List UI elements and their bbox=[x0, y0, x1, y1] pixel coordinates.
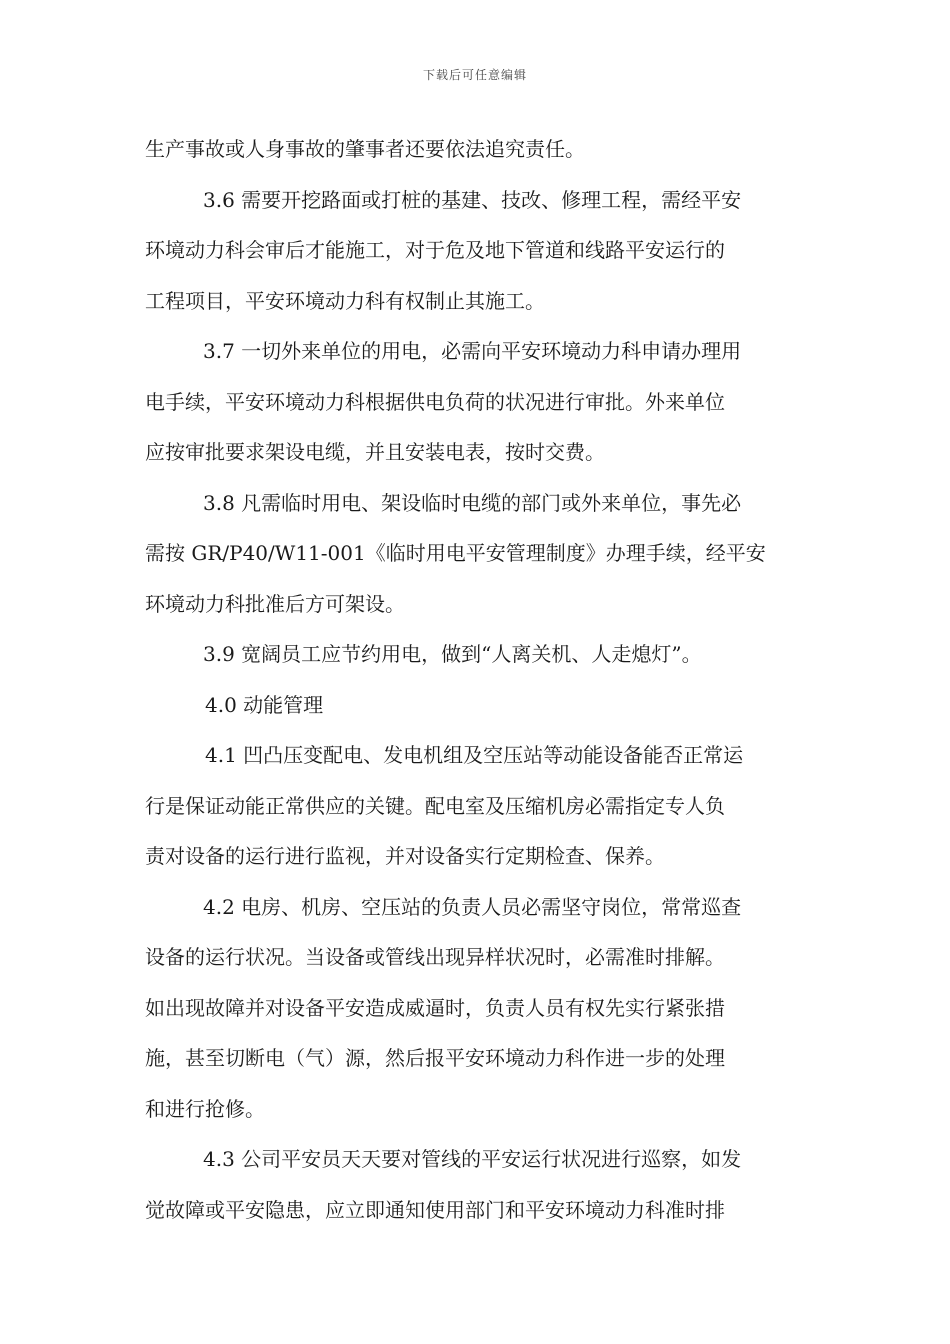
paragraph-line: 需按 GR/P40/W11-001《临时用电平安管理制度》办理手续，经平安 bbox=[145, 541, 766, 565]
paragraph-line: 3.7 一切外来单位的用电，必需向平安环境动力科申请办理用 bbox=[203, 339, 742, 363]
paragraph-line: 工程项目，平安环境动力科有权制止其施工。 bbox=[145, 288, 545, 313]
body-text bbox=[145, 124, 807, 1235]
paragraph-line: 施，甚至切断电（气）源，然后报平安环境动力科作进一步的处理 bbox=[145, 1046, 725, 1070]
paragraph-line: 环境动力科会审后才能施工，对于危及地下管道和线路平安运行的 bbox=[145, 238, 725, 262]
header-note: 下载后可任意编辑 bbox=[422, 68, 527, 82]
paragraph-line: 应按审批要求架设电缆，并且安装电表，按时交费。 bbox=[145, 440, 605, 464]
paragraph-line: 生产事故或人身事故的肇事者还要依法追究责任。 bbox=[145, 137, 585, 161]
paragraph-line: 责对设备的运行进行监视，并对设备实行定期检查、保养。 bbox=[145, 844, 665, 868]
paragraph-line: 3.9 宽阔员工应节约用电，做到“人离关机、人走熄灯”。 bbox=[203, 642, 702, 666]
paragraph-line: 觉故障或平安隐患，应立即通知使用部门和平安环境动力科准时排 bbox=[145, 1197, 725, 1222]
section-heading: 4.0 动能管理 bbox=[205, 692, 324, 717]
paragraph-line: 如出现故障并对设备平安造成威逼时，负责人员有权先实行紧张措 bbox=[145, 995, 725, 1020]
paragraph-line: 行是保证动能正常供应的关键。配电室及压缩机房必需指定专人负 bbox=[145, 793, 725, 818]
paragraph-line: 设备的运行状况。当设备或管线出现异样状况时，必需准时排解。 bbox=[145, 945, 725, 969]
paragraph-line: 3.8 凡需临时用电、架设临时电缆的部门或外来单位，事先必 bbox=[203, 490, 742, 515]
paragraph-line: 3.6 需要开挖路面或打桩的基建、技改、修理工程，需经平安 bbox=[203, 187, 742, 212]
paragraph-line: 环境动力科批准后方可架设。 bbox=[145, 591, 405, 616]
paragraph-line: 4.2 电房、机房、空压站的负责人员必需坚守岗位，常常巡查 bbox=[203, 894, 742, 919]
paragraph-line: 4.3 公司平安员天天要对管线的平安运行状况进行巡察，如发 bbox=[203, 1147, 742, 1171]
paragraph-line: 电手续，平安环境动力科根据供电负荷的状况进行审批。外来单位 bbox=[145, 389, 725, 414]
paragraph-line: 4.1 凹凸压变配电、发电机组及空压站等动能设备能否正常运 bbox=[205, 743, 744, 767]
paragraph-line: 和进行抢修。 bbox=[145, 1096, 265, 1121]
